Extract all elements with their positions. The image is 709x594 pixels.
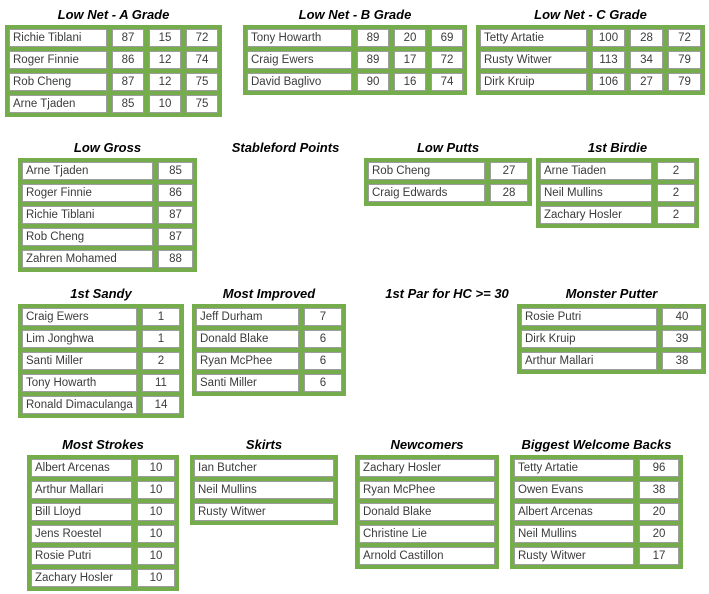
section-low-net-a-grade <box>5 6 222 117</box>
table-row <box>22 308 180 326</box>
section-title: Low Net - B Grade <box>298 7 412 22</box>
table-row <box>31 547 175 565</box>
value-cell: 39 <box>662 330 702 348</box>
player-name-cell: Rusty Witwer <box>514 547 634 565</box>
section-first-birdie <box>536 139 699 228</box>
table-row <box>9 51 218 69</box>
value-cell: 38 <box>639 481 679 499</box>
value-cell: 6 <box>304 374 342 392</box>
table-row <box>9 73 218 91</box>
value-cell: 2 <box>657 162 695 180</box>
table-row <box>514 547 679 565</box>
section-title: 1st Par for HC >= 30 <box>385 286 509 301</box>
player-name-cell: Craig Ewers <box>22 308 137 326</box>
player-name-cell: Tetty Artatie <box>514 459 634 477</box>
value-cell: 96 <box>639 459 679 477</box>
value-cell: 12 <box>149 73 181 91</box>
value-cell: 69 <box>431 29 463 47</box>
value-cell: 89 <box>357 51 389 69</box>
section-title: Monster Putter <box>565 286 658 301</box>
award-table <box>476 25 705 95</box>
section-title: Low Putts <box>416 140 480 155</box>
player-name-cell: Rusty Witwer <box>194 503 334 521</box>
table-row <box>247 51 463 69</box>
value-cell: 72 <box>431 51 463 69</box>
player-name-cell: Richie Tiblani <box>9 29 107 47</box>
value-cell: 88 <box>158 250 193 268</box>
player-name-cell: Albert Arcenas <box>31 459 132 477</box>
table-row <box>514 481 679 499</box>
table-row <box>540 162 695 180</box>
player-name-cell: Jeff Durham <box>196 308 299 326</box>
table-row <box>194 481 334 499</box>
value-cell: 7 <box>304 308 342 326</box>
value-cell: 12 <box>149 51 181 69</box>
value-cell: 100 <box>592 29 625 47</box>
section-skirts <box>190 436 338 525</box>
section-biggest-welcome-backs <box>510 436 683 569</box>
table-row <box>22 206 193 224</box>
table-row <box>22 228 193 246</box>
value-cell: 16 <box>394 73 426 91</box>
section-most-strokes <box>27 436 179 591</box>
table-row <box>368 184 528 202</box>
award-table <box>517 304 706 374</box>
value-cell: 40 <box>662 308 702 326</box>
table-row <box>514 503 679 521</box>
section-title: Most Strokes <box>62 437 144 452</box>
table-row <box>480 29 701 47</box>
player-name-cell: Tony Howarth <box>247 29 352 47</box>
player-name-cell: Rob Cheng <box>22 228 153 246</box>
player-name-cell: Rob Cheng <box>9 73 107 91</box>
player-name-cell: Craig Ewers <box>247 51 352 69</box>
value-cell: 113 <box>592 51 625 69</box>
value-cell: 6 <box>304 352 342 370</box>
section-low-putts <box>364 139 532 206</box>
player-name-cell: Arthur Mallari <box>521 352 657 370</box>
value-cell: 85 <box>158 162 193 180</box>
player-name-cell: Richie Tiblani <box>22 206 153 224</box>
value-cell: 27 <box>490 162 528 180</box>
table-row <box>368 162 528 180</box>
value-cell: 15 <box>149 29 181 47</box>
table-row <box>9 95 218 113</box>
value-cell: 90 <box>357 73 389 91</box>
table-row <box>31 569 175 587</box>
table-row <box>480 73 701 91</box>
section-low-gross <box>18 139 197 272</box>
player-name-cell: Rosie Putri <box>521 308 657 326</box>
player-name-cell: Arnold Castillon <box>359 547 495 565</box>
table-row <box>31 481 175 499</box>
table-row <box>359 547 495 565</box>
table-row <box>521 330 702 348</box>
value-cell: 17 <box>394 51 426 69</box>
player-name-cell: Donald Blake <box>196 330 299 348</box>
section-monster-putter <box>517 285 706 374</box>
player-name-cell: David Baglivo <box>247 73 352 91</box>
value-cell: 87 <box>158 228 193 246</box>
table-row <box>514 525 679 543</box>
value-cell: 87 <box>158 206 193 224</box>
table-row <box>359 525 495 543</box>
player-name-cell: Zachary Hosler <box>31 569 132 587</box>
table-row <box>540 184 695 202</box>
value-cell: 2 <box>657 184 695 202</box>
award-table <box>355 455 499 569</box>
value-cell: 20 <box>394 29 426 47</box>
value-cell: 2 <box>142 352 180 370</box>
player-name-cell: Roger Finnie <box>9 51 107 69</box>
table-row <box>196 352 342 370</box>
value-cell: 10 <box>137 503 175 521</box>
player-name-cell: Craig Edwards <box>368 184 485 202</box>
value-cell: 89 <box>357 29 389 47</box>
value-cell: 20 <box>639 525 679 543</box>
table-row <box>247 73 463 91</box>
player-name-cell: Albert Arcenas <box>514 503 634 521</box>
value-cell: 27 <box>630 73 663 91</box>
player-name-cell: Ryan McPhee <box>196 352 299 370</box>
player-name-cell: Dirk Kruip <box>521 330 657 348</box>
table-row <box>22 184 193 202</box>
section-first-sandy <box>18 285 184 418</box>
section-title: 1st Sandy <box>70 286 132 301</box>
player-name-cell: Ian Butcher <box>194 459 334 477</box>
value-cell: 17 <box>639 547 679 565</box>
player-name-cell: Neil Mullins <box>514 525 634 543</box>
value-cell: 10 <box>137 547 175 565</box>
table-row <box>22 352 180 370</box>
table-row <box>514 459 679 477</box>
table-row <box>31 503 175 521</box>
value-cell: 14 <box>142 396 180 414</box>
player-name-cell: Santi Miller <box>196 374 299 392</box>
value-cell: 72 <box>186 29 218 47</box>
player-name-cell: Rusty Witwer <box>480 51 587 69</box>
value-cell: 34 <box>630 51 663 69</box>
table-row <box>9 29 218 47</box>
player-name-cell: Rosie Putri <box>31 547 132 565</box>
value-cell: 6 <box>304 330 342 348</box>
award-table <box>192 304 346 396</box>
player-name-cell: Donald Blake <box>359 503 495 521</box>
table-row <box>359 459 495 477</box>
section-title: Biggest Welcome Backs <box>521 437 672 452</box>
player-name-cell: Roger Finnie <box>22 184 153 202</box>
player-name-cell: Arne Tjaden <box>9 95 107 113</box>
player-name-cell: Ryan McPhee <box>359 481 495 499</box>
value-cell: 1 <box>142 330 180 348</box>
table-row <box>521 352 702 370</box>
value-cell: 38 <box>662 352 702 370</box>
value-cell: 75 <box>186 73 218 91</box>
award-table <box>243 25 467 95</box>
award-table <box>27 455 179 591</box>
table-row <box>22 374 180 392</box>
value-cell: 10 <box>137 481 175 499</box>
player-name-cell: Zachary Hosler <box>359 459 495 477</box>
award-table <box>18 304 184 418</box>
section-low-net-c-grade <box>476 6 705 95</box>
player-name-cell: Owen Evans <box>514 481 634 499</box>
player-name-cell: Zahren Mohamed <box>22 250 153 268</box>
table-row <box>196 308 342 326</box>
value-cell: 87 <box>112 29 144 47</box>
table-row <box>194 503 334 521</box>
value-cell: 87 <box>112 73 144 91</box>
value-cell: 2 <box>657 206 695 224</box>
value-cell: 74 <box>431 73 463 91</box>
player-name-cell: Dirk Kruip <box>480 73 587 91</box>
section-title: Most Improved <box>222 286 316 301</box>
table-row <box>194 459 334 477</box>
player-name-cell: Christine Lie <box>359 525 495 543</box>
value-cell: 79 <box>668 51 701 69</box>
table-row <box>22 162 193 180</box>
section-stableford-points <box>203 139 368 158</box>
table-row <box>480 51 701 69</box>
value-cell: 28 <box>490 184 528 202</box>
value-cell: 75 <box>186 95 218 113</box>
player-name-cell: Rob Cheng <box>368 162 485 180</box>
player-name-cell: Jens Roestel <box>31 525 132 543</box>
table-row <box>196 330 342 348</box>
section-title: Low Gross <box>73 140 142 155</box>
player-name-cell: Santi Miller <box>22 352 137 370</box>
value-cell: 86 <box>158 184 193 202</box>
value-cell: 28 <box>630 29 663 47</box>
award-table <box>5 25 222 117</box>
section-title: Low Net - C Grade <box>534 7 647 22</box>
value-cell: 79 <box>668 73 701 91</box>
section-newcomers <box>355 436 499 569</box>
award-table <box>364 158 532 206</box>
player-name-cell: Neil Mullins <box>194 481 334 499</box>
table-row <box>521 308 702 326</box>
player-name-cell: Arne Tiaden <box>540 162 652 180</box>
value-cell: 20 <box>639 503 679 521</box>
value-cell: 85 <box>112 95 144 113</box>
section-title: 1st Birdie <box>587 140 648 155</box>
section-title: Skirts <box>245 437 283 452</box>
value-cell: 72 <box>668 29 701 47</box>
table-row <box>247 29 463 47</box>
table-row <box>22 250 193 268</box>
section-title: Low Net - A Grade <box>57 7 170 22</box>
player-name-cell: Arne Tjaden <box>22 162 153 180</box>
player-name-cell: Lim Jonghwa <box>22 330 137 348</box>
table-row <box>31 459 175 477</box>
player-name-cell: Bill Lloyd <box>31 503 132 521</box>
table-row <box>359 503 495 521</box>
player-name-cell: Zachary Hosler <box>540 206 652 224</box>
table-row <box>359 481 495 499</box>
section-most-improved <box>192 285 346 396</box>
value-cell: 10 <box>149 95 181 113</box>
section-first-par-for-hc-30 <box>357 285 537 304</box>
section-low-net-b-grade <box>243 6 467 95</box>
player-name-cell: Tony Howarth <box>22 374 137 392</box>
section-title: Newcomers <box>390 437 464 452</box>
table-row <box>31 525 175 543</box>
table-row <box>196 374 342 392</box>
value-cell: 10 <box>137 459 175 477</box>
value-cell: 74 <box>186 51 218 69</box>
value-cell: 10 <box>137 525 175 543</box>
value-cell: 1 <box>142 308 180 326</box>
award-table <box>18 158 197 272</box>
value-cell: 11 <box>142 374 180 392</box>
table-row <box>22 330 180 348</box>
table-row <box>22 396 180 414</box>
award-table <box>190 455 338 525</box>
player-name-cell: Tetty Artatie <box>480 29 587 47</box>
section-title: Stableford Points <box>231 140 340 155</box>
value-cell: 10 <box>137 569 175 587</box>
award-table <box>536 158 699 228</box>
award-table <box>510 455 683 569</box>
player-name-cell: Arthur Mallari <box>31 481 132 499</box>
player-name-cell: Ronald Dimaculanga <box>22 396 137 414</box>
value-cell: 86 <box>112 51 144 69</box>
table-row <box>540 206 695 224</box>
value-cell: 106 <box>592 73 625 91</box>
player-name-cell: Neil Mullins <box>540 184 652 202</box>
